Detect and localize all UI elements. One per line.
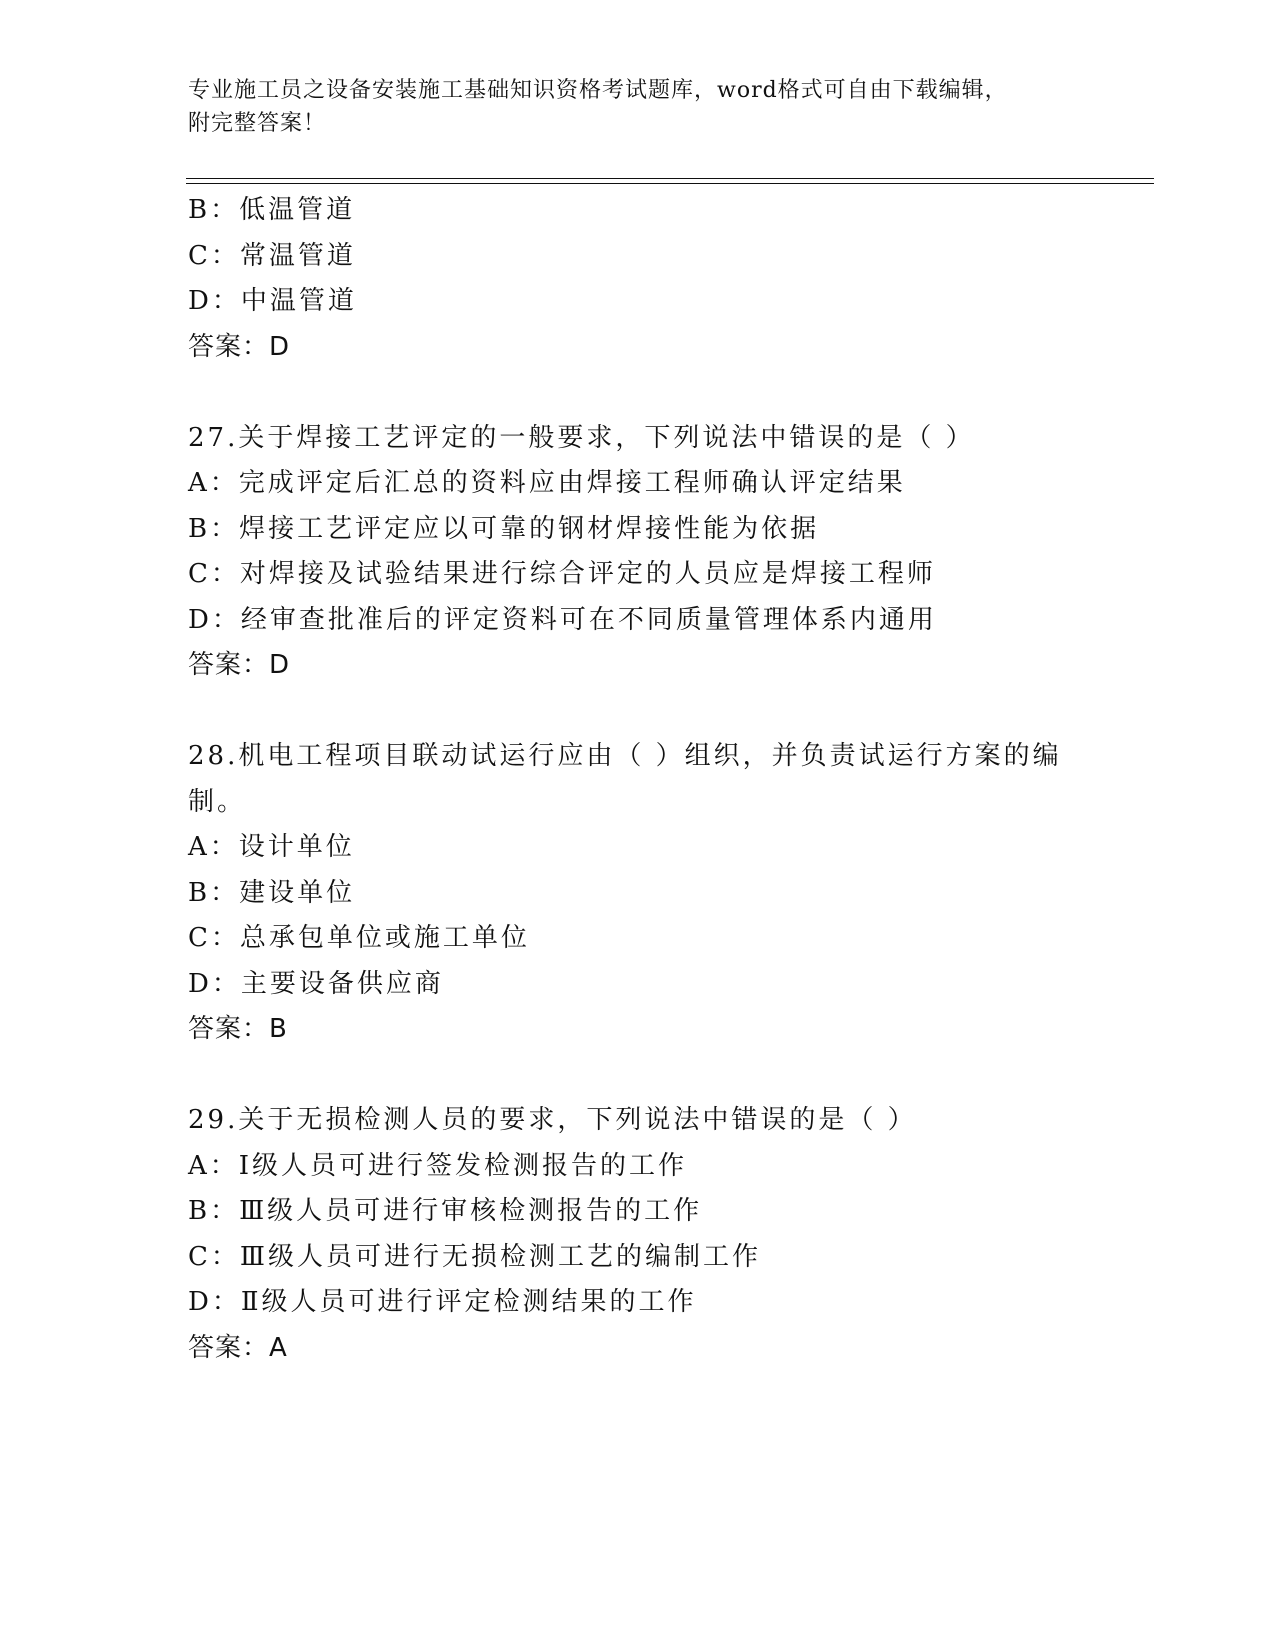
answer: 答案：D [188,650,291,680]
question-29 [188,1098,1088,1371]
option-d: D：主要设备供应商 [188,968,444,999]
option-c: C：Ⅲ级人员可进行无损检测工艺的编制工作 [188,1241,761,1272]
header-divider-top [186,178,1154,179]
header-line-2: 附完整答案！ [188,111,327,136]
option-b: B：焊接工艺评定应以可靠的钢材焊接性能为依据 [188,513,820,544]
question-stem: 28.机电工程项目联动试运行应由（ ）组织，并负责试运行方案的编 [188,741,1062,771]
previous-question-tail [188,188,1088,370]
option-d: D：Ⅱ级人员可进行评定检测结果的工作 [188,1287,697,1317]
question-stem: 27.关于焊接工艺评定的一般要求，下列说法中错误的是（ ） [188,422,975,453]
option-b: B：建设单位 [188,877,356,908]
option-b: B：Ⅲ级人员可进行审核检测报告的工作 [188,1196,703,1226]
question-28 [188,734,1088,1053]
option-b: B：低温管道 [188,195,356,225]
option-c: C：常温管道 [188,240,356,271]
answer: 答案：D [188,331,291,362]
question-stem: 29.关于无损检测人员的要求，下列说法中错误的是（ ） [188,1105,917,1135]
option-d: D：中温管道 [188,286,357,316]
question-27 [188,416,1088,689]
option-a: A：Ⅰ级人员可进行签发检测报告的工作 [188,1150,688,1181]
question-stem-continued: 制。 [188,786,247,817]
option-c: C：对焊接及试验结果进行综合评定的人员应是焊接工程师 [188,559,936,589]
answer: 答案：A [188,1332,288,1363]
header-line-1: 专业施工员之设备安装施工基础知识资格考试题库，word格式可自由下载编辑， [188,78,1008,103]
option-a: A：完成评定后汇总的资料应由焊接工程师确认评定结果 [188,468,906,498]
header-divider-bottom [186,183,1154,184]
option-a: A：设计单位 [188,832,355,862]
option-d: D：经审查批准后的评定资料可在不同质量管理体系内通用 [188,604,937,635]
answer: 答案：B [188,1014,288,1044]
document-header [188,74,1068,140]
option-c: C：总承包单位或施工单位 [188,923,530,953]
question-list [188,188,1088,1371]
